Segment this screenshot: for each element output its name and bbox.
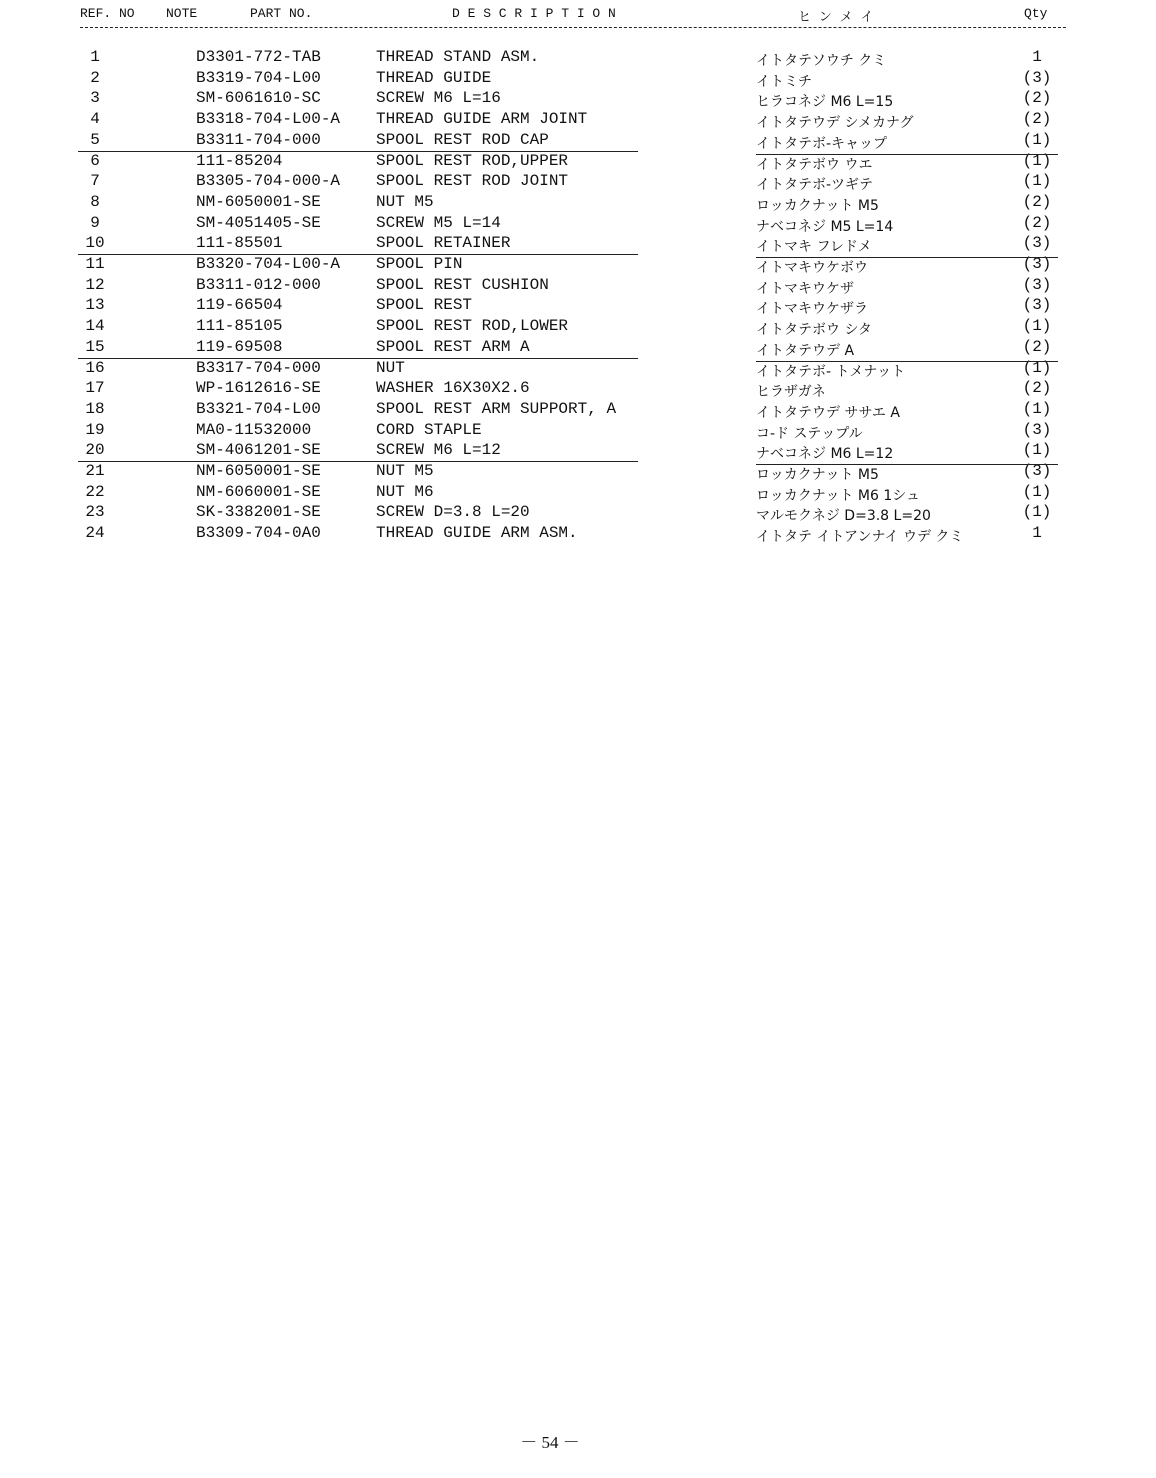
table-row — [0, 296, 1156, 317]
header-rule — [80, 27, 1066, 28]
qty-cell: (2) — [1022, 89, 1052, 108]
qty-cell: (3) — [1022, 296, 1052, 315]
part-no-cell: SM-4051405-SE — [196, 213, 321, 232]
header-qty: Qty — [1024, 6, 1048, 21]
ref-cell: 15 — [85, 337, 105, 356]
katakana-name-cell: イトタテソウチ クミ — [756, 53, 887, 69]
part-no-cell: 111-85501 — [196, 234, 283, 253]
part-no-cell: 111-85105 — [196, 317, 283, 336]
table-row — [0, 524, 1156, 545]
description-cell: NUT M5 — [376, 192, 434, 211]
katakana-name-cell: ロッカクナット M6 1シュ — [756, 487, 920, 504]
header-note: NOTE — [166, 6, 198, 21]
katakana-name-cell: コ-ド ステップル — [756, 425, 863, 442]
qty-cell: (2) — [1022, 213, 1052, 232]
ref-cell: 11 — [85, 255, 105, 273]
group-divider — [756, 154, 1058, 155]
description-cell: SPOOL REST — [376, 296, 473, 315]
table-row — [0, 400, 1156, 421]
qty-cell: (2) — [1022, 110, 1052, 129]
description-cell: THREAD GUIDE ARM ASM. — [376, 524, 578, 543]
description-cell: CORD STAPLE — [376, 420, 482, 439]
ref-cell: 24 — [85, 524, 105, 543]
qty-cell: (2) — [1022, 379, 1052, 398]
group-divider — [756, 257, 1058, 258]
katakana-name-cell: イトマキウケザ — [756, 280, 854, 297]
ref-cell: 7 — [90, 172, 100, 191]
group-divider — [756, 464, 1058, 465]
table-row — [0, 462, 1156, 483]
table-row — [0, 214, 1156, 235]
ref-cell: 17 — [85, 379, 105, 398]
katakana-name-cell: イトマキウケザラ — [756, 301, 868, 318]
table-row — [0, 255, 1156, 276]
table-row — [0, 172, 1156, 193]
part-no-cell: B3309-704-0A0 — [196, 524, 321, 543]
ref-cell: 19 — [85, 420, 105, 439]
ref-cell: 8 — [90, 192, 100, 211]
table-row — [0, 193, 1156, 214]
part-no-cell: SM-4061201-SE — [196, 441, 321, 460]
group-divider — [78, 254, 638, 255]
part-no-cell: B3319-704-L00 — [196, 68, 321, 87]
description-cell: SCREW M6 L=12 — [376, 441, 501, 460]
description-cell: NUT M6 — [376, 482, 434, 501]
description-cell: SPOOL REST ROD CAP — [376, 130, 549, 149]
ref-cell: 20 — [85, 441, 105, 460]
part-no-cell: B3305-704-000-A — [196, 172, 341, 191]
part-no-cell: MA0-11532000 — [196, 420, 312, 439]
table-row — [0, 110, 1156, 131]
part-no-cell: SM-6061610-SC — [196, 89, 321, 108]
qty-cell: (3) — [1022, 68, 1052, 87]
katakana-name-cell: イトマキ フレドメ — [756, 239, 872, 256]
katakana-name-cell: イトタテボウ シタ — [756, 322, 872, 339]
katakana-name-cell: イトタテボウ ウエ — [756, 156, 873, 173]
ref-cell: 23 — [85, 503, 105, 522]
table-row — [0, 421, 1156, 442]
table-row — [0, 89, 1156, 110]
qty-cell: (1) — [1022, 130, 1052, 149]
ref-cell: 18 — [85, 399, 105, 418]
ref-cell: 21 — [85, 462, 105, 480]
qty-cell: (3) — [1022, 234, 1052, 253]
qty-cell: (1) — [1022, 503, 1052, 522]
part-no-cell: B3311-012-000 — [196, 275, 321, 294]
qty-cell: (1) — [1022, 172, 1052, 191]
group-divider — [78, 461, 638, 462]
table-row — [0, 503, 1156, 524]
part-no-cell: B3311-704-000 — [196, 130, 321, 149]
description-cell: SPOOL PIN — [376, 255, 463, 273]
katakana-name-cell: イトタテウデ A — [756, 342, 855, 359]
qty-cell: (3) — [1022, 462, 1052, 480]
part-no-cell: D3301-772-TAB — [196, 48, 321, 66]
katakana-name-cell: イトミチ — [756, 73, 812, 90]
table-row — [0, 48, 1156, 69]
ref-cell: 9 — [90, 213, 100, 232]
description-cell: THREAD GUIDE ARM JOINT — [376, 110, 588, 129]
katakana-name-cell: イトタテボ- トメナット — [756, 363, 906, 380]
qty-cell: (3) — [1022, 275, 1052, 294]
qty-cell: 1 — [1032, 48, 1042, 66]
description-cell: NUT M5 — [376, 462, 434, 480]
part-no-cell: SK-3382001-SE — [196, 503, 321, 522]
description-cell: SPOOL REST ROD JOINT — [376, 172, 569, 191]
katakana-name-cell: ヒラコネジ M6 L=15 — [756, 94, 894, 111]
qty-cell: (1) — [1022, 399, 1052, 418]
description-cell: SCREW M6 L=16 — [376, 89, 501, 108]
table-row — [0, 69, 1156, 90]
qty-cell: (1) — [1022, 482, 1052, 501]
part-no-cell: NM-6060001-SE — [196, 482, 321, 501]
katakana-name-cell: ナベコネジ M6 L=12 — [756, 446, 894, 463]
katakana-name-cell: イトタテ イトアンナイ ウデ クミ — [756, 529, 964, 546]
description-cell: THREAD STAND ASM. — [376, 48, 540, 66]
description-cell: SPOOL REST ROD,LOWER — [376, 317, 569, 336]
part-no-cell: 119-66504 — [196, 296, 283, 315]
qty-cell: (1) — [1022, 358, 1052, 377]
katakana-name-cell: マルモクネジ D=3.8 L=20 — [756, 508, 931, 525]
ref-cell: 5 — [90, 130, 100, 149]
group-divider — [78, 358, 638, 359]
description-cell: SPOOL REST ROD,UPPER — [376, 151, 569, 170]
header-part-no: PART NO. — [250, 6, 313, 21]
ref-cell: 16 — [85, 358, 105, 377]
ref-cell: 4 — [90, 110, 100, 129]
qty-cell: 1 — [1032, 524, 1042, 543]
description-cell: SPOOL RETAINER — [376, 234, 511, 253]
table-row — [0, 338, 1156, 359]
table-row — [0, 359, 1156, 380]
part-no-cell: NM-6050001-SE — [196, 462, 321, 480]
description-cell: WASHER 16X30X2.6 — [376, 379, 530, 398]
katakana-name-cell: ヒラザガネ — [756, 384, 826, 401]
ref-cell: 13 — [85, 296, 105, 315]
katakana-name-cell: ロッカクナット M5 — [756, 197, 879, 214]
description-cell: SPOOL REST ARM A — [376, 337, 530, 356]
ref-cell: 12 — [85, 275, 105, 294]
ref-cell: 3 — [90, 89, 100, 108]
table-row — [0, 317, 1156, 338]
group-divider — [78, 151, 638, 152]
qty-cell: (2) — [1022, 192, 1052, 211]
part-no-cell: B3320-704-L00-A — [196, 255, 341, 273]
ref-cell: 1 — [90, 48, 100, 66]
katakana-name-cell: イトマキウケボウ — [756, 260, 868, 276]
table-row — [0, 234, 1156, 255]
qty-cell: (1) — [1022, 151, 1052, 170]
table-row — [0, 276, 1156, 297]
header-ref-no: REF. NO — [80, 6, 135, 21]
description-cell: SCREW M5 L=14 — [376, 213, 501, 232]
katakana-name-cell: イトタテウデ シメカナグ — [756, 115, 914, 132]
katakana-name-cell: イトタテボ-キャップ — [756, 135, 888, 152]
header-description: D E S C R I P T I O N — [452, 6, 616, 21]
table-row — [0, 379, 1156, 400]
description-cell: SPOOL REST ARM SUPPORT, A — [376, 399, 617, 418]
qty-cell: (2) — [1022, 337, 1052, 356]
part-no-cell: WP-1612616-SE — [196, 379, 321, 398]
katakana-name-cell: イトタテウデ ササエ A — [756, 404, 900, 421]
part-no-cell: B3321-704-L00 — [196, 399, 321, 418]
header-hinmei: ヒ ン メ イ — [798, 10, 874, 25]
page-number: － 54 － — [520, 1433, 580, 1452]
ref-cell: 2 — [90, 68, 100, 87]
qty-cell: (1) — [1022, 441, 1052, 460]
description-cell: NUT — [376, 358, 405, 377]
part-no-cell: 111-85204 — [196, 151, 283, 170]
group-divider — [756, 361, 1058, 362]
part-no-cell: NM-6050001-SE — [196, 192, 321, 211]
katakana-name-cell: ロッカクナット M5 — [756, 467, 879, 483]
ref-cell: 14 — [85, 317, 105, 336]
table-row — [0, 483, 1156, 504]
qty-cell: (1) — [1022, 317, 1052, 336]
part-no-cell: B3318-704-L00-A — [196, 110, 341, 129]
part-no-cell: 119-69508 — [196, 337, 283, 356]
qty-cell: (3) — [1022, 255, 1052, 273]
table-row — [0, 131, 1156, 152]
description-cell: SCREW D=3.8 L=20 — [376, 503, 530, 522]
katakana-name-cell: イトタテボ-ツギテ — [756, 177, 874, 194]
katakana-name-cell: ナベコネジ M5 L=14 — [756, 218, 894, 235]
table-row — [0, 441, 1156, 462]
table-row — [0, 152, 1156, 173]
qty-cell: (3) — [1022, 420, 1052, 439]
ref-cell: 10 — [85, 234, 105, 253]
ref-cell: 6 — [90, 151, 100, 170]
part-no-cell: B3317-704-000 — [196, 358, 321, 377]
description-cell: SPOOL REST CUSHION — [376, 275, 549, 294]
description-cell: THREAD GUIDE — [376, 68, 492, 87]
ref-cell: 22 — [85, 482, 105, 501]
